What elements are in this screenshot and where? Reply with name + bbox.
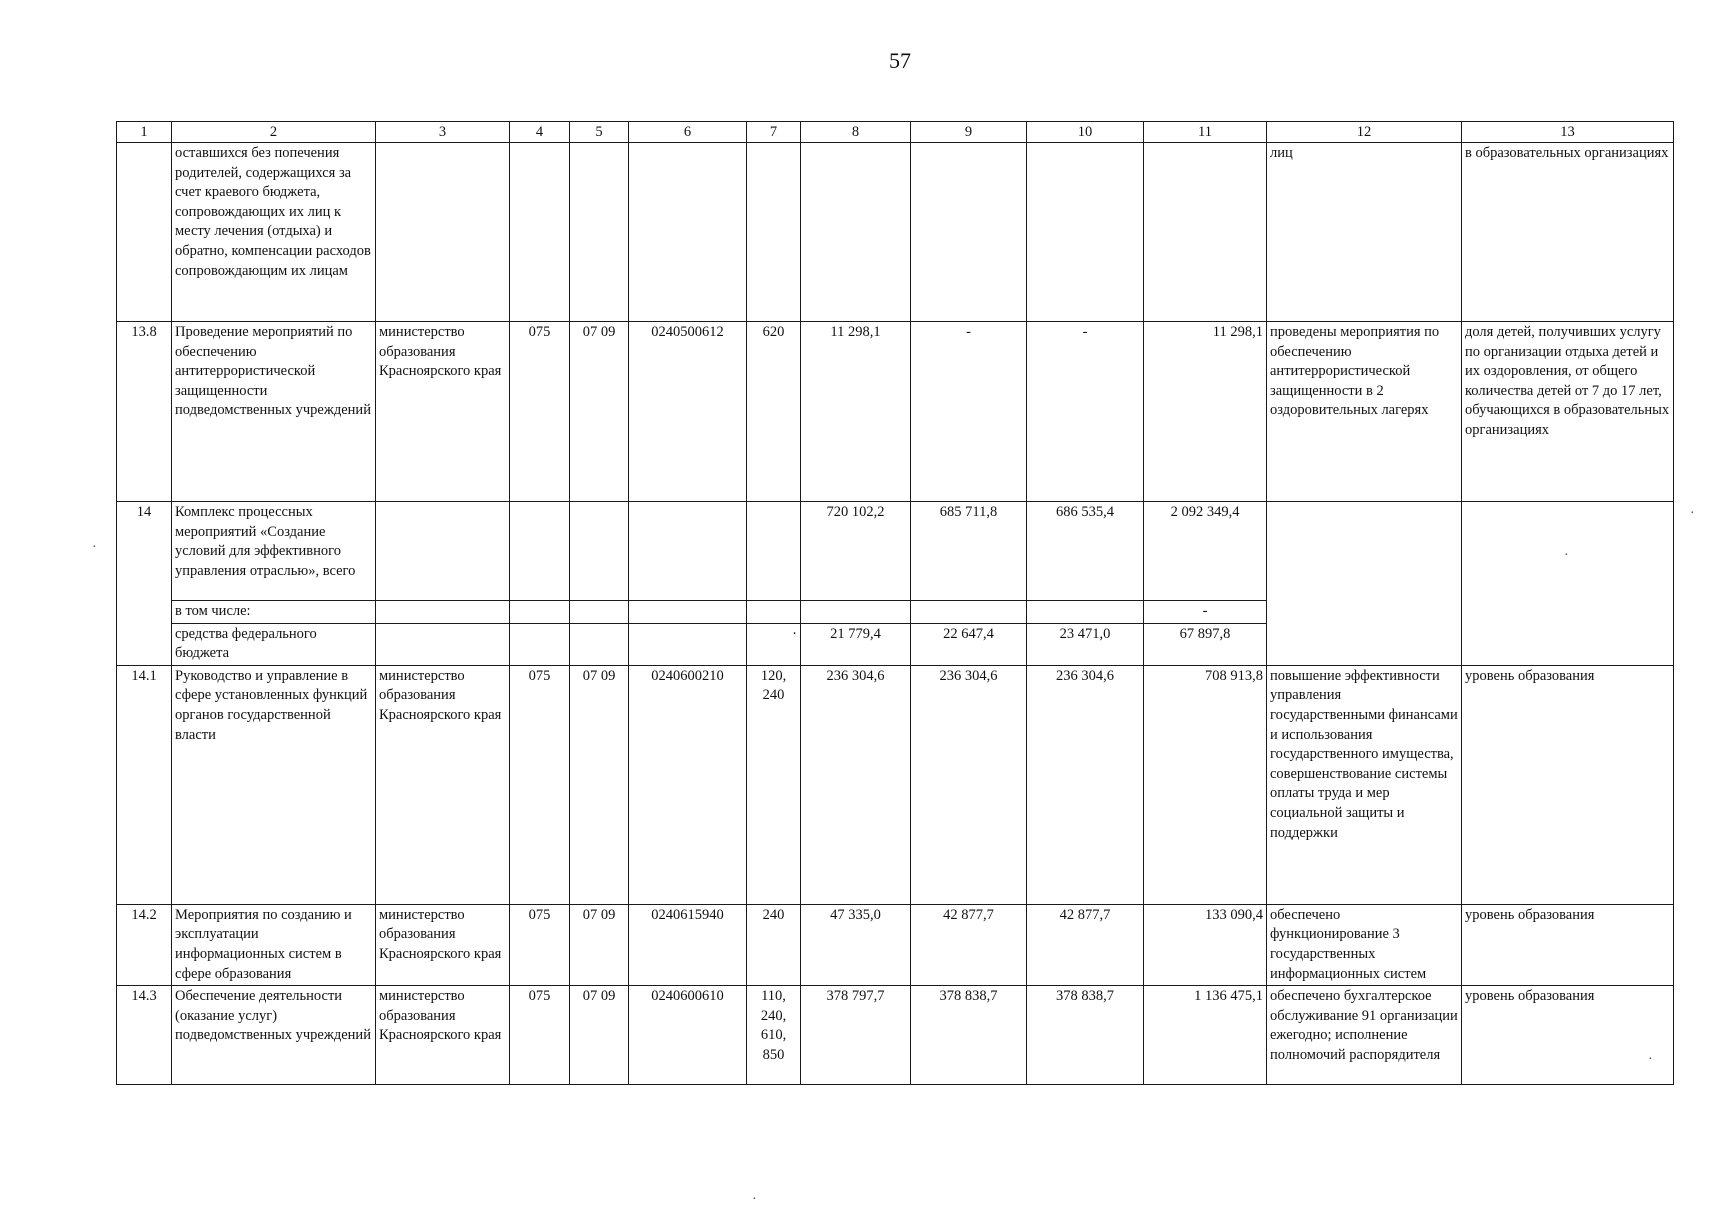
cell-rzpr (570, 502, 629, 601)
cell-y3 (1027, 143, 1144, 322)
cell-y1: 47 335,0 (801, 904, 911, 985)
cell-result: обеспечено бухгалтерское обслуживание 91 организации ежегодно; исполнение полномочий распорядителя (1267, 986, 1462, 1085)
header-cell: 2 (172, 122, 376, 143)
cell-name: в том числе: (172, 601, 376, 624)
cell-total: 1 136 475,1 (1144, 986, 1267, 1085)
cell-indicator: уровень образования (1462, 665, 1674, 904)
cell-num: 13.8 (117, 322, 172, 502)
cell-code: 075 (510, 904, 570, 985)
cell-vr (747, 502, 801, 601)
cell-code: 075 (510, 665, 570, 904)
cell-num: 14.1 (117, 665, 172, 904)
cell-grbs: министерство образования Красноярского края (376, 322, 510, 502)
header-cell: 9 (911, 122, 1027, 143)
cell-name: Комплекс процессных мероприятий «Создание условий для эффективного управления отраслью», всего (172, 502, 376, 601)
cell-name: Обеспечение деятельности (оказание услуг) подведомственных учреждений (172, 986, 376, 1085)
cell-num: 14.2 (117, 904, 172, 985)
cell-y3: 378 838,7 (1027, 986, 1144, 1085)
cell-y1: 378 797,7 (801, 986, 911, 1085)
cell-y2 (911, 143, 1027, 322)
header-cell: 7 (747, 122, 801, 143)
cell-csr: 0240615940 (629, 904, 747, 985)
cell-y1: 236 304,6 (801, 665, 911, 904)
cell-y1: 21 779,4 (801, 623, 911, 665)
header-cell: 5 (570, 122, 629, 143)
cell-y2: 378 838,7 (911, 986, 1027, 1085)
cell-code: 075 (510, 986, 570, 1085)
cell-result: обеспечено функционирование 3 государственных информационных систем (1267, 904, 1462, 985)
cell-vr (747, 601, 801, 624)
header-cell: 4 (510, 122, 570, 143)
cell-rzpr (570, 623, 629, 665)
cell-grbs: министерство образования Красноярского края (376, 665, 510, 904)
cell-num: 14.3 (117, 986, 172, 1085)
cell-y3: - (1027, 322, 1144, 502)
scan-speck: · (1690, 506, 1695, 521)
header-cell: 10 (1027, 122, 1144, 143)
cell-grbs (376, 502, 510, 601)
cell-total: - (1144, 601, 1267, 624)
cell-result: повышение эффективности управления государственными финансами и использования государственного имущества, совершенствование системы оплаты труда и мер социальной защиты и поддержки (1267, 665, 1462, 904)
cell-rzpr (570, 601, 629, 624)
cell-y3: 23 471,0 (1027, 623, 1144, 665)
cell-y1 (801, 601, 911, 624)
cell-csr: 0240600210 (629, 665, 747, 904)
cell-name: Мероприятия по созданию и эксплуатации информационных систем в сфере образования (172, 904, 376, 985)
cell-rzpr: 07 09 (570, 665, 629, 904)
cell-grbs (376, 601, 510, 624)
cell-rzpr: 07 09 (570, 322, 629, 502)
cell-csr: 0240600610 (629, 986, 747, 1085)
cell-csr (629, 502, 747, 601)
cell-total: 67 897,8 (1144, 623, 1267, 665)
cell-name: средства федерального бюджета (172, 623, 376, 665)
cell-indicator: в образовательных организациях (1462, 143, 1674, 322)
cell-rzpr: 07 09 (570, 986, 629, 1085)
cell-code (510, 502, 570, 601)
header-cell: 1 (117, 122, 172, 143)
cell-grbs (376, 143, 510, 322)
header-cell: 11 (1144, 122, 1267, 143)
table-row-14-2 (117, 904, 1674, 985)
cell-grbs: министерство образования Красноярского края (376, 986, 510, 1085)
cell-code (510, 623, 570, 665)
cell-num (117, 143, 172, 322)
cell-code: 075 (510, 322, 570, 502)
cell-vr: 620 (747, 322, 801, 502)
cell-total: 708 913,8 (1144, 665, 1267, 904)
cell-total: 2 092 349,4 (1144, 502, 1267, 601)
cell-grbs (376, 623, 510, 665)
page-number: 57 (889, 48, 911, 73)
cell-vr: 240 (747, 904, 801, 985)
cell-name: Руководство и управление в сфере установленных функций органов государственной власти (172, 665, 376, 904)
cell-indicator (1462, 502, 1674, 666)
cell-y2: 236 304,6 (911, 665, 1027, 904)
cell-name: оставшихся без попечения родителей, содержащихся за счет краевого бюджета, сопровождающих их лиц к месту лечения (отдыха) и обратно, компенсации расходов сопровождающим их лицам (172, 143, 376, 322)
cell-grbs: министерство образования Красноярского края (376, 904, 510, 985)
cell-y2: - (911, 322, 1027, 502)
cell-indicator: уровень образования (1462, 904, 1674, 985)
cell-result: лиц (1267, 143, 1462, 322)
scan-speck: · (92, 540, 97, 555)
cell-y1: 720 102,2 (801, 502, 911, 601)
cell-total: 11 298,1 (1144, 322, 1267, 502)
cell-total: 133 090,4 (1144, 904, 1267, 985)
table-row-13-8 (117, 322, 1674, 502)
cell-y3 (1027, 601, 1144, 624)
table-row-14-3 (117, 986, 1674, 1085)
cell-rzpr (570, 143, 629, 322)
cell-y2 (911, 601, 1027, 624)
cell-y3: 686 535,4 (1027, 502, 1144, 601)
cell-total (1144, 143, 1267, 322)
cell-y2: 22 647,4 (911, 623, 1027, 665)
cell-result (1267, 502, 1462, 666)
cell-result: проведены мероприятия по обеспечению антитеррористической защищенности в 2 оздоровительных лагерях (1267, 322, 1462, 502)
scan-speck: · (1564, 548, 1569, 563)
header-cell: 3 (376, 122, 510, 143)
table-row-14-1 (117, 665, 1674, 904)
cell-y2: 42 877,7 (911, 904, 1027, 985)
cell-y3: 236 304,6 (1027, 665, 1144, 904)
cell-y1 (801, 143, 911, 322)
cell-indicator: доля детей, получивших услугу по организации отдыха детей и их оздоровления, от общего количества детей от 7 до 17 лет, обучающихся в образовательных организациях (1462, 322, 1674, 502)
header-cell: 13 (1462, 122, 1674, 143)
cell-code (510, 601, 570, 624)
cell-csr: 0240500612 (629, 322, 747, 502)
cell-indicator: уровень образования (1462, 986, 1674, 1085)
cell-csr (629, 623, 747, 665)
header-cell: 12 (1267, 122, 1462, 143)
cell-name: Проведение мероприятий по обеспечению антитеррористической защищенности подведомственных учреждений (172, 322, 376, 502)
header-cell: 8 (801, 122, 911, 143)
cell-y2: 685 711,8 (911, 502, 1027, 601)
cell-csr (629, 143, 747, 322)
cell-vr: · (747, 623, 801, 665)
program-activities-table (116, 121, 1674, 1085)
header-row (117, 122, 1674, 143)
cell-rzpr: 07 09 (570, 904, 629, 985)
cell-csr (629, 601, 747, 624)
cell-y3: 42 877,7 (1027, 904, 1144, 985)
cell-y1: 11 298,1 (801, 322, 911, 502)
cell-vr (747, 143, 801, 322)
header-cell: 6 (629, 122, 747, 143)
cell-code (510, 143, 570, 322)
cell-num: 14 (117, 502, 172, 666)
table-row-14 (117, 502, 1674, 601)
table-row-continuation (117, 143, 1674, 322)
scan-speck: · (752, 1192, 757, 1207)
cell-vr: 120, 240 (747, 665, 801, 904)
cell-vr: 110, 240, 610, 850 (747, 986, 801, 1085)
scan-speck: · (1648, 1052, 1653, 1067)
